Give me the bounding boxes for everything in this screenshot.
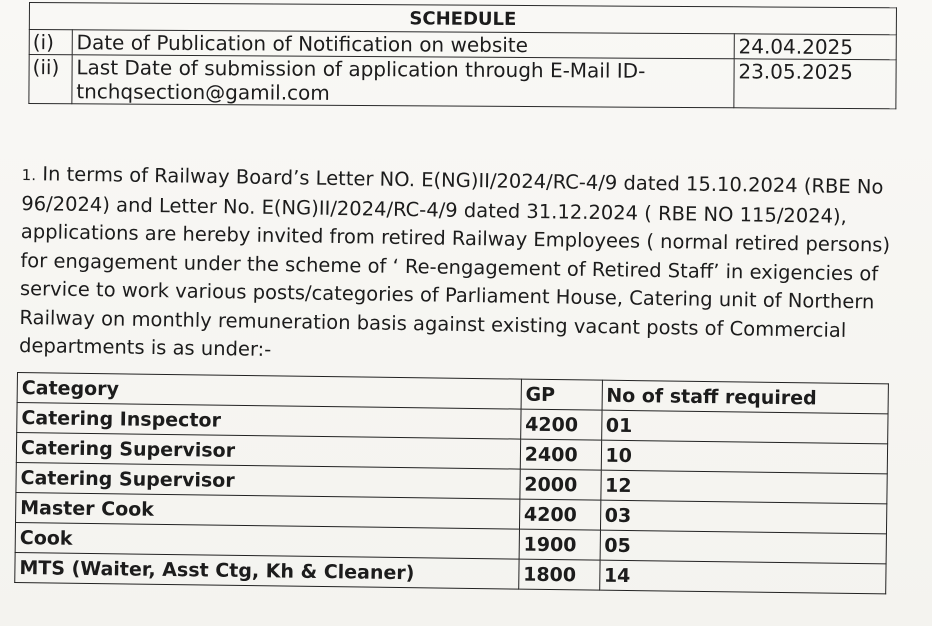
paragraph-text: In terms of Railway Board’s Letter NO. E(NG)II/2024/RC-4/9 dated 15.10.2024 (RBE No 96/2024) and Letter No. E(NG)II/2024/RC-4/9 dated 31.12.2024 ( RBE NO 115/2024), applications are hereby invited from retired Railway Employees ( normal retired persons) for engagement under the scheme of ‘ Re-engagement of Retired Staff’ in exigencies of service to work various posts/categories of Parliament House, Catering unit of Northern Railway on monthly remuneration basis against existing vacant posts of Commercial departments is as under:- — [18, 162, 891, 361]
gp-cell: 1800 — [518, 559, 599, 590]
schedule-description-line: Last Date of submission of application through E-Mail ID- — [76, 55, 646, 83]
gp-cell: 2400 — [520, 439, 601, 470]
schedule-description — [72, 55, 734, 108]
column-header-gp: GP — [521, 379, 602, 410]
gp-cell: 4200 — [519, 499, 600, 530]
staff-count-cell: 12 — [600, 470, 887, 504]
staff-count-cell: 14 — [599, 560, 886, 594]
gp-cell: 1900 — [519, 529, 600, 560]
gp-cell: 2000 — [520, 469, 601, 500]
column-header-staff-required: No of staff required — [602, 380, 889, 414]
staff-count-cell: 10 — [601, 440, 888, 474]
schedule-date: 23.05.2025 — [734, 59, 896, 109]
staff-count-cell: 01 — [601, 410, 888, 444]
category-cell: Catering Supervisor — [16, 433, 520, 470]
schedule-heading: SCHEDULE — [29, 3, 896, 35]
paragraph-number: 1. — [21, 165, 37, 185]
notice-paragraph — [19, 160, 902, 374]
schedule-index: (ii) — [29, 55, 72, 104]
schedule-date: 24.04.2025 — [734, 34, 896, 60]
category-cell: Cook — [15, 522, 519, 559]
schedule-table — [28, 2, 897, 109]
gp-cell: 4200 — [520, 409, 601, 440]
column-header-category: Category — [17, 373, 521, 410]
schedule-index: (i) — [29, 30, 72, 55]
email-address: tnchqsection@gamil.com — [76, 79, 330, 105]
schedule-description: Date of Publication of Notification on website — [72, 30, 734, 59]
category-cell: MTS (Waiter, Asst Ctg, Kh & Cleaner) — [15, 552, 519, 589]
category-cell: Catering Inspector — [17, 403, 521, 440]
schedule-row — [29, 55, 896, 109]
category-cell: Master Cook — [16, 492, 520, 529]
category-cell: Catering Supervisor — [16, 462, 520, 499]
staff-count-cell: 05 — [600, 530, 887, 564]
staff-count-cell: 03 — [600, 500, 887, 534]
staff-table — [14, 372, 889, 594]
